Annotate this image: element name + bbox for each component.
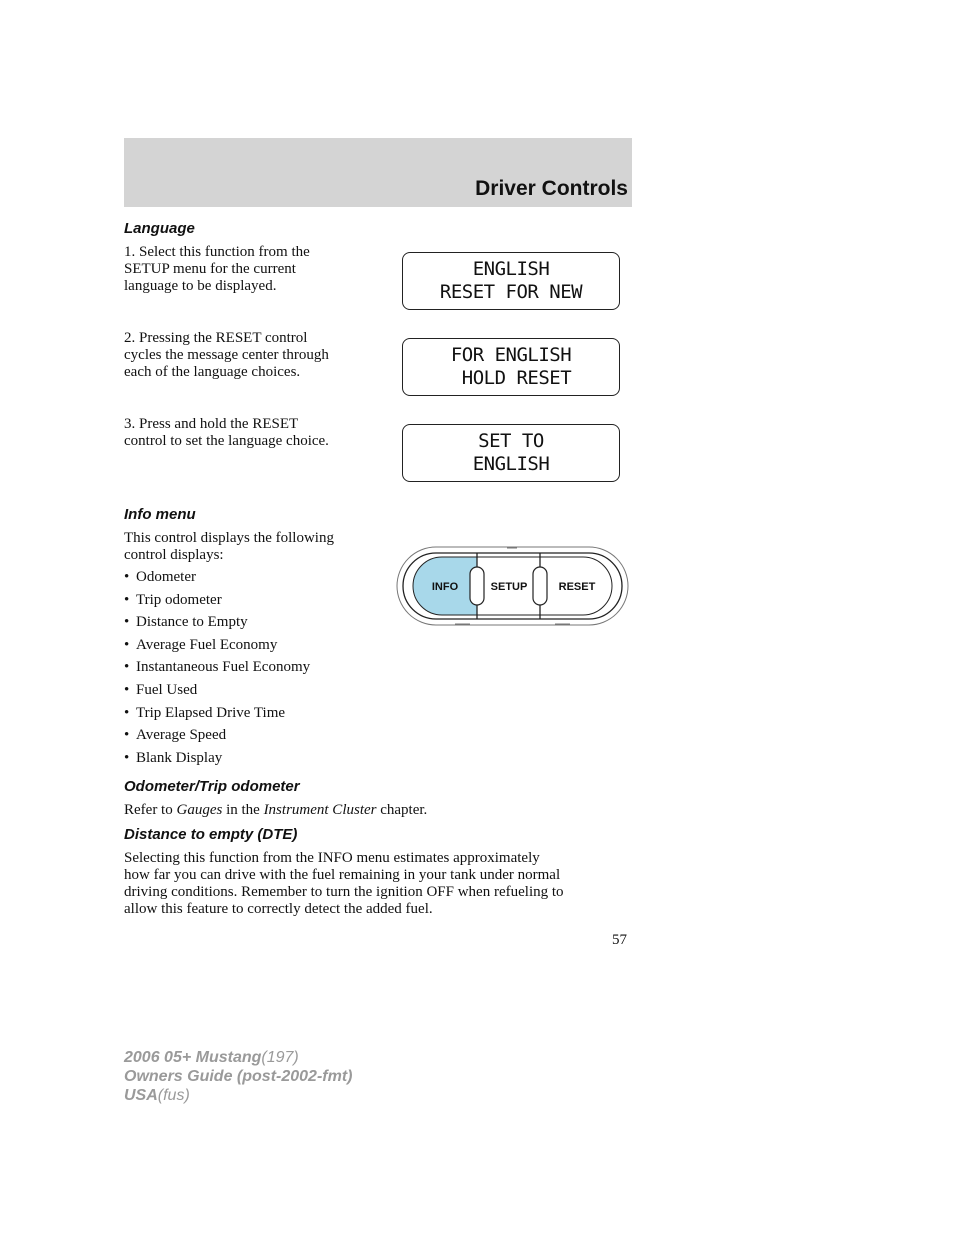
footer-market: USA <box>124 1087 158 1104</box>
list-item: • Blank Display <box>124 750 424 773</box>
refer-mid: in the <box>226 802 260 818</box>
step-2-line: cycles the message center through <box>124 347 329 363</box>
info-button-label: INFO <box>431 581 459 593</box>
footer-guide: Owners Guide (post-2002-fmt) <box>124 1068 353 1085</box>
list-item: • Fuel Used <box>124 682 424 705</box>
footer-line-1 <box>124 1048 352 1067</box>
language-step-1 <box>124 244 394 295</box>
list-item: • Average Speed <box>124 727 424 750</box>
odometer-section <box>124 778 644 795</box>
display-line: RESET FOR NEW <box>439 281 583 303</box>
display-english-reset <box>402 252 620 310</box>
list-item: • Odometer <box>124 569 424 592</box>
display-for-english <box>402 338 620 396</box>
dte-heading: Distance to empty (DTE) <box>124 826 298 843</box>
dte-line: how far you can drive with the fuel remaining in your tank under normal <box>124 867 561 883</box>
intro-line: This control displays the following <box>124 530 334 546</box>
intro-line: control displays: <box>124 547 224 563</box>
display-line: FOR ENGLISH <box>450 344 572 366</box>
step-3-line: 3. Press and hold the RESET <box>124 416 299 432</box>
info-menu-section <box>124 506 424 523</box>
step-3-line: control to set the language choice. <box>124 433 329 449</box>
chapter-title: Driver Controls <box>475 177 628 200</box>
dte-line: allow this feature to correctly detect the added fuel. <box>124 901 433 917</box>
info-menu-intro <box>124 530 394 564</box>
step-2-line: 2. Pressing the RESET control <box>124 330 308 346</box>
page-number: 57 <box>612 932 627 948</box>
language-heading: Language <box>124 220 195 237</box>
info-menu-list-wrap <box>124 569 424 772</box>
refer-prefix: Refer to <box>124 802 173 818</box>
language-step-2 <box>124 330 394 381</box>
setup-button-label: SETUP <box>490 581 528 593</box>
display-line: ENGLISH <box>472 453 550 475</box>
list-item: • Average Fuel Economy <box>124 637 424 660</box>
dte-line: Selecting this function from the INFO menu estimates approximately <box>124 850 540 866</box>
footer-model-code: (197) <box>261 1049 299 1066</box>
step-1-line: 1. Select this function from the <box>124 244 310 260</box>
list-item: • Trip odometer <box>124 592 424 615</box>
step-1-line: SETUP menu for the current <box>124 261 296 277</box>
footer-line-2 <box>124 1067 352 1086</box>
refer-gauges: Gauges <box>176 802 223 818</box>
separator-pill <box>533 567 547 605</box>
odometer-reference <box>124 802 644 819</box>
list-item: • Instantaneous Fuel Economy <box>124 659 424 682</box>
info-menu-list <box>124 569 424 772</box>
step-2-line: each of the language choices. <box>124 364 301 380</box>
dte-line: driving conditions. Remember to turn the ignition OFF when refueling to <box>124 884 564 900</box>
odometer-heading: Odometer/Trip odometer <box>124 778 300 795</box>
footer-market-code: (fus) <box>157 1087 190 1104</box>
footer-line-3 <box>124 1086 352 1105</box>
reset-button-label: RESET <box>558 581 596 593</box>
language-section <box>124 220 424 237</box>
refer-suffix: chapter. <box>380 802 428 818</box>
list-item: • Distance to Empty <box>124 614 424 637</box>
dte-section <box>124 826 644 843</box>
footer-model: 2006 05+ Mustang <box>124 1049 262 1066</box>
refer-chapter: Instrument Cluster <box>263 802 377 818</box>
display-line: HOLD RESET <box>450 367 572 389</box>
display-line: ENGLISH <box>472 258 550 280</box>
step-1-line: language to be displayed. <box>124 278 277 294</box>
display-line: SET TO <box>478 430 544 452</box>
dte-body <box>124 850 644 918</box>
message-center-control-illustration <box>395 545 630 627</box>
chapter-header-band <box>124 138 632 207</box>
language-step-3 <box>124 416 394 450</box>
document-footer <box>124 1048 352 1105</box>
display-set-to-english <box>402 424 620 482</box>
separator-pill <box>470 567 484 605</box>
info-menu-heading: Info menu <box>124 506 196 523</box>
list-item: • Trip Elapsed Drive Time <box>124 705 424 728</box>
